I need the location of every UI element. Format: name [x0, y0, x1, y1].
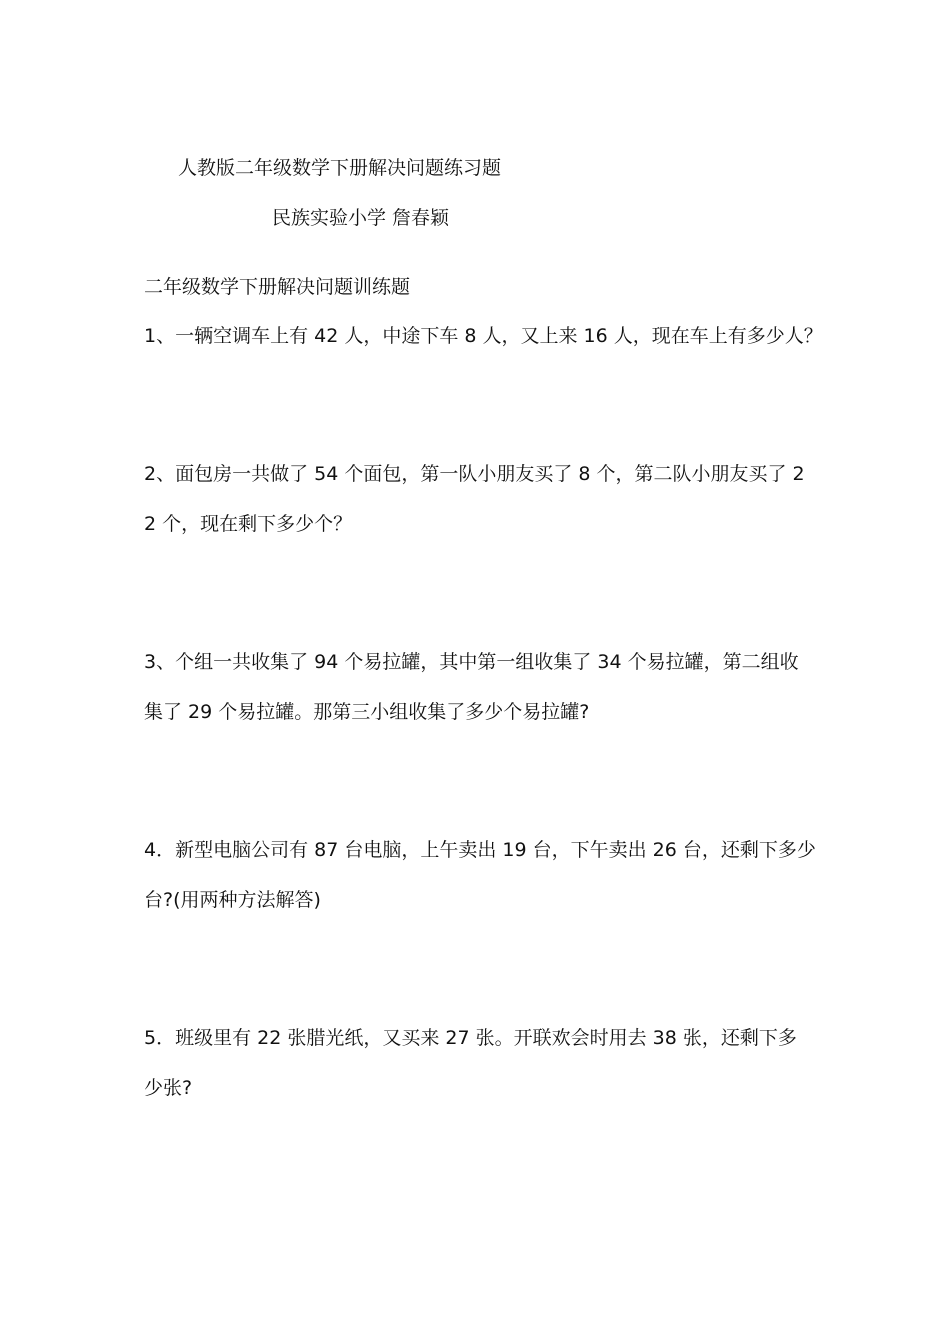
problem-4-line-2: 台?(用两种方法解答) [144, 889, 321, 911]
problem-3-line-2: 集了 29 个易拉罐。那第三小组收集了多少个易拉罐? [144, 701, 590, 723]
author-line: 民族实验小学 詹春颖 [272, 207, 450, 229]
section-heading: 二年级数学下册解决问题训练题 [144, 276, 411, 298]
problem-4-line-1: 4．新型电脑公司有 87 台电脑，上午卖出 19 台，下午卖出 26 台，还剩下多少 [144, 839, 816, 861]
problem-2-line-1: 2、面包房一共做了 54 个面包，第一队小朋友买了 8 个，第二队小朋友买了 2 [144, 463, 805, 485]
problem-2-line-2: 2 个，现在剩下多少个？ [144, 513, 353, 535]
page-title: 人教版二年级数学下册解决问题练习题 [178, 157, 502, 179]
problem-3-line-1: 3、个组一共收集了 94 个易拉罐，其中第一组收集了 34 个易拉罐，第二组收 [144, 651, 799, 673]
problem-1-line-1: 1、一辆空调车上有 42 人，中途下车 8 人，又上来 16 人，现在车上有多少人？ [144, 325, 823, 347]
problem-5-line-2: 少张? [144, 1077, 193, 1099]
problem-5-line-1: 5．班级里有 22 张腊光纸，又买来 27 张。开联欢会时用去 38 张，还剩下多 [144, 1027, 797, 1049]
